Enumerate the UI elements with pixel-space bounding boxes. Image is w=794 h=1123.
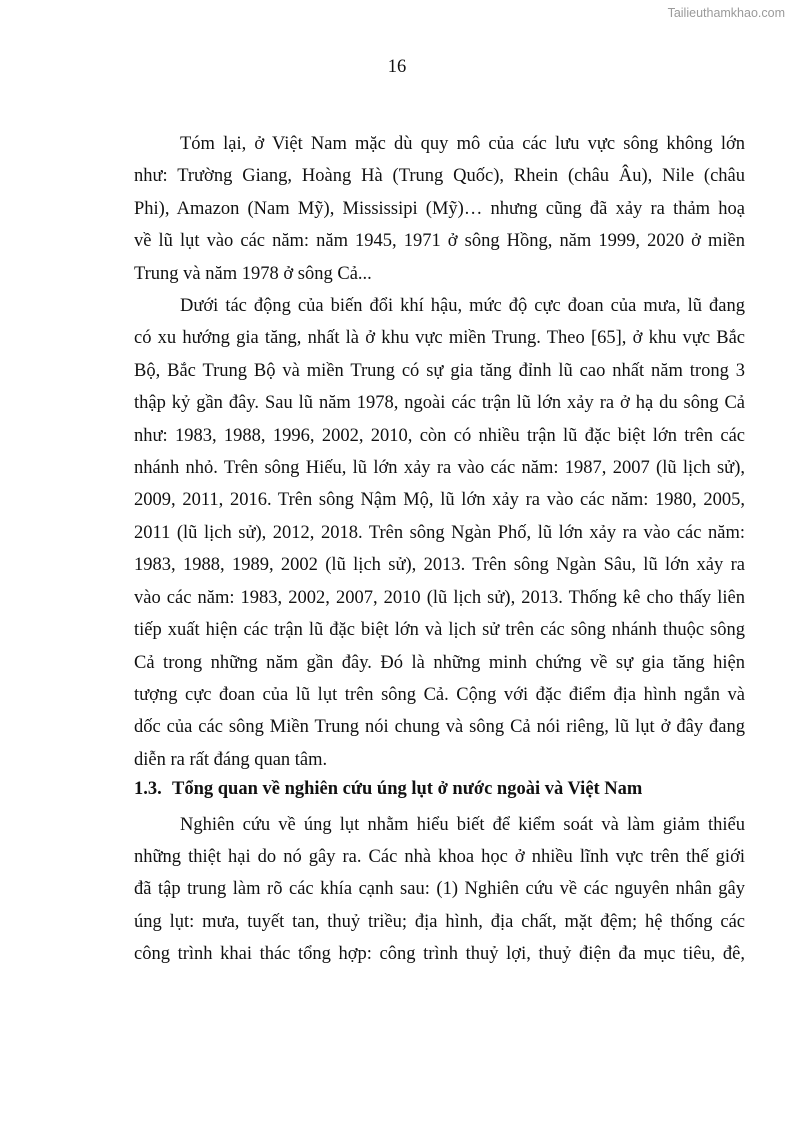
document-body — [134, 128, 745, 971]
text-line: như: 1983, 1988, 1996, 2002, 2010, còn có nhiều trận lũ đặc biệt lớn trên các — [134, 425, 745, 446]
text-line: thập kỷ gần đây. Sau lũ năm 1978, ngoài các trận lũ lớn xảy ra ở hạ du sông Cả — [134, 393, 745, 414]
paragraph-3 — [134, 809, 745, 971]
text-line: Phi), Amazon (Nam Mỹ), Mississipi (Mỹ)… nhưng cũng đã xảy ra thảm hoạ — [134, 198, 745, 219]
text-line: Tóm lại, ở Việt Nam mặc dù quy mô của các lưu vực sông không lớn — [180, 134, 745, 154]
paragraph-2 — [134, 290, 745, 776]
text-line: tiếp xuất hiện các trận lũ đặc biệt lớn và lịch sử trên các sông nhánh thuộc sông — [134, 620, 745, 641]
watermark: Tailieuthamkhao.com — [667, 6, 785, 20]
section-title: Tổng quan về nghiên cứu úng lụt ở nước ngoài và Việt Nam — [172, 779, 643, 800]
section-heading — [134, 773, 745, 805]
section-number: 1.3. — [134, 779, 162, 800]
text-line: Bộ, Bắc Trung Bộ và miền Trung có sự gia tăng đỉnh lũ cao nhất năm trong 3 — [134, 360, 745, 381]
text-line: đã tập trung làm rõ các khía cạnh sau: (1) Nghiên cứu về các nguyên nhân gây — [134, 879, 745, 900]
text-line: 2011 (lũ lịch sử), 2012, 2018. Trên sông Ngàn Phố, lũ lớn xảy ra vào các năm: — [134, 522, 745, 543]
paragraph-1 — [134, 128, 745, 290]
text-line: Nghiên cứu về úng lụt nhằm hiểu biết để kiểm soát và làm giảm thiểu — [180, 814, 745, 835]
text-line: úng lụt: mưa, tuyết tan, thuỷ triều; địa hình, địa chất, mặt đệm; hệ thống các — [134, 911, 745, 932]
text-line: vào các năm: 1983, 2002, 2007, 2010 (lũ lịch sử), 2013. Thống kê cho thấy liên — [134, 587, 745, 608]
text-line: có xu hướng gia tăng, nhất là ở khu vực miền Trung. Theo [65], ở khu vực Bắc — [134, 328, 745, 349]
page-number: 16 — [387, 57, 407, 77]
text-line: Dưới tác động của biến đổi khí hậu, mức độ cực đoan của mưa, lũ đang — [180, 296, 745, 317]
text-line: về lũ lụt vào các năm: năm 1945, 1971 ở sông Hồng, năm 1999, 2020 ở miền — [134, 231, 745, 252]
text-line: những thiệt hại do nó gây ra. Các nhà khoa học ở nhiều lĩnh vực trên thế giới — [134, 846, 745, 867]
text-line: công trình khai thác tổng hợp: công trình thuỷ lợi, thuỷ điện đa mục tiêu, đê, — [134, 944, 745, 965]
text-line: 1983, 1988, 1989, 2002 (lũ lịch sử), 2013. Trên sông Ngàn Sâu, lũ lớn xảy ra — [134, 555, 745, 576]
text-line: diễn ra rất đáng quan tâm. — [134, 749, 328, 770]
text-line: dốc của các sông Miền Trung nói chung và sông Cả nói riêng, lũ lụt ở đây đang — [134, 717, 745, 738]
text-line: tượng cực đoan của lũ lụt trên sông Cả. Cộng với đặc điểm địa hình ngắn và — [134, 684, 745, 705]
text-line: như: Trường Giang, Hoàng Hà (Trung Quốc), Rhein (châu Âu), Nile (châu — [134, 166, 745, 187]
text-line: 2009, 2011, 2016. Trên sông Nậm Mộ, lũ lớn xảy ra vào các năm: 1980, 2005, — [134, 490, 745, 511]
text-line: nhánh nhỏ. Trên sông Hiếu, lũ lớn xảy ra vào các năm: 1987, 2007 (lũ lịch sử), — [134, 458, 745, 479]
text-line: Trung và năm 1978 ở sông Cả... — [134, 263, 372, 284]
text-line: Cả trong những năm gần đây. Đó là những minh chứng về sự gia tăng hiện — [134, 652, 745, 673]
